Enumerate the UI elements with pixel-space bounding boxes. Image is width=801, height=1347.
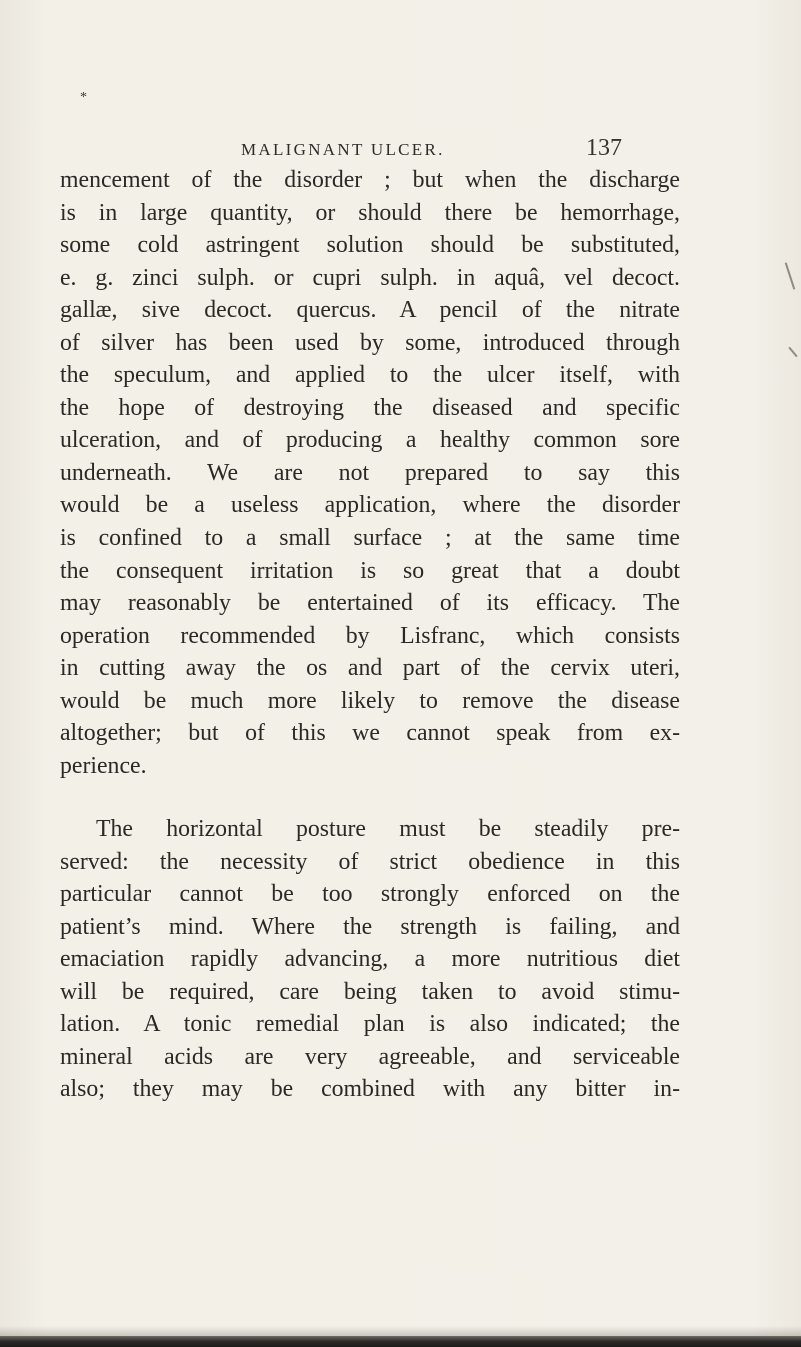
margin-scratch (788, 347, 797, 357)
text-line: the speculum, and applied to the ulcer itself, with (60, 362, 680, 389)
text-line: is in large quantity, or should there be hemorrhage, (60, 199, 680, 226)
printer-mark: * (80, 90, 87, 105)
text-line: would be much more likely to remove the disease (60, 687, 680, 714)
text-line: of silver has been used by some, introduced through (60, 329, 680, 356)
text-line: emaciation rapidly advancing, a more nutritious diet (60, 946, 680, 973)
text-line: altogether; but of this we cannot speak from ex- (60, 720, 680, 747)
text-line: will be required, care being taken to avoid stimu- (60, 978, 680, 1005)
paragraph-2 (60, 813, 680, 1106)
text-line: ulceration, and of producing a healthy common sore (60, 427, 680, 454)
page-bottom-shadow (0, 1326, 801, 1336)
text-line: may reasonably be entertained of its efficacy. The (60, 590, 680, 617)
text-line: is confined to a small surface ; at the same time (60, 525, 680, 552)
text-line: e. g. zinci sulph. or cupri sulph. in aquâ, vel decoct. (60, 264, 680, 291)
text-line: the hope of destroying the diseased and specific (60, 394, 680, 421)
text-line: mineral acids are very agreeable, and serviceable (60, 1043, 680, 1070)
text-line: the consequent irritation is so great that a doubt (60, 557, 680, 584)
text-line: particular cannot be too strongly enforced on the (60, 881, 680, 908)
text-line: underneath. We are not prepared to say this (60, 459, 680, 486)
text-line: gallæ, sive decoct. quercus. A pencil of the nitrate (60, 297, 680, 324)
page-bottom-edge (0, 1336, 801, 1347)
text-line: also; they may be combined with any bitter in- (60, 1076, 680, 1103)
text-line: The horizontal posture must be steadily pre- (96, 816, 680, 842)
text-line: served: the necessity of strict obedience in this (60, 848, 680, 875)
text-line: lation. A tonic remedial plan is also indicated; the (60, 1011, 680, 1038)
margin-scratch (785, 262, 796, 289)
page-number: 137 (586, 135, 622, 161)
text-line: mencement of the disorder ; but when the discharge (60, 167, 680, 193)
text-line: would be a useless application, where the disorder (60, 492, 680, 519)
text-line: patient’s mind. Where the strength is failing, and (60, 913, 680, 940)
text-line: perience. (60, 752, 147, 779)
text-line: operation recommended by Lisfranc, which consists (60, 622, 680, 649)
text-line: in cutting away the os and part of the cervix uteri, (60, 655, 680, 682)
running-head: MALIGNANT ULCER. (241, 140, 445, 159)
text-line: some cold astringent solution should be substituted, (60, 232, 680, 259)
paragraph-1 (60, 164, 680, 782)
